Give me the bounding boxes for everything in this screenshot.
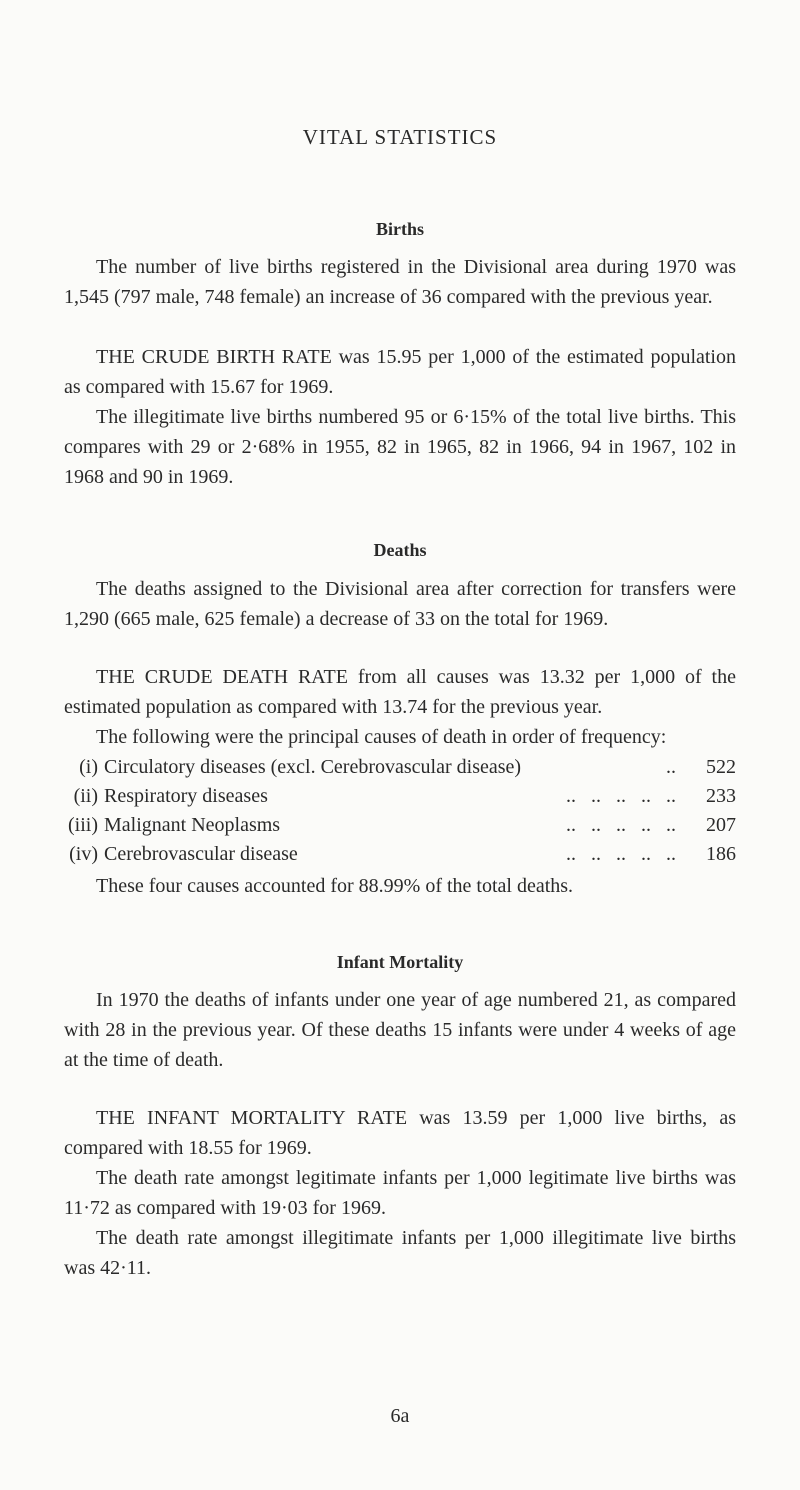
- page-title: VITAL STATISTICS: [302, 125, 498, 149]
- cause-row: [64, 782, 736, 810]
- cause-value: 207: [706, 814, 736, 836]
- cause-row: [64, 811, 736, 839]
- dot-leader: .. .. .. .. ..: [566, 785, 676, 807]
- deaths-paragraph-1: The deaths assigned to the Divisional area after correction for transfers were 1,290 (665 male, 625 female) a decrease of 33 on the total for 1969.: [64, 578, 736, 630]
- cause-row: [64, 753, 736, 781]
- causes-summary: These four causes accounted for 88.99% of the total deaths.: [96, 875, 574, 897]
- cause-value: 186: [706, 843, 736, 865]
- cause-number: (ii): [73, 785, 98, 807]
- dot-leader: .. .. .. .. ..: [566, 814, 676, 836]
- cause-number: (iii): [68, 814, 98, 836]
- infant-mortality-heading: Infant Mortality: [336, 952, 464, 972]
- cause-row: [64, 840, 736, 868]
- births-paragraph-2: THE CRUDE BIRTH RATE was 15.95 per 1,000 of the estimated population as compared with 15.67 for 1969.: [64, 346, 736, 398]
- cause-label: Cerebrovascular disease: [104, 843, 298, 865]
- births-paragraph-1: The number of live births registered in the Divisional area during 1970 was 1,545 (797 male, 748 female) an increase of 36 compared with the previous year.: [64, 256, 736, 308]
- page-number: 6a: [390, 1405, 410, 1427]
- cause-value: 233: [706, 785, 736, 807]
- deaths-paragraph-2: THE CRUDE DEATH RATE from all causes was 13.32 per 1,000 of the estimated population as compared with 13.74 for the previous year.: [64, 666, 736, 718]
- births-paragraph-3: The illegitimate live births numbered 95 or 6·15% of the total live births. This compares with 29 or 2·68% in 1955, 82 in 1965, 82 in 1966, 94 in 1967, 102 in 1968 and 90 in 1969.: [64, 406, 736, 488]
- dot-leader: ..: [666, 756, 676, 778]
- cause-number: (iv): [69, 843, 98, 865]
- infant-paragraph-2: THE INFANT MORTALITY RATE was 13.59 per 1,000 live births, as compared with 18.55 for 1969.: [64, 1107, 736, 1159]
- cause-value: 522: [706, 756, 736, 778]
- infant-paragraph-4: The death rate amongst illegitimate infants per 1,000 illegitimate live births was 42·11.: [64, 1227, 736, 1279]
- dot-leader: .. .. .. .. ..: [566, 843, 676, 865]
- infant-paragraph-1: In 1970 the deaths of infants under one year of age numbered 21, as compared with 28 in the previous year. Of these deaths 15 infants were under 4 weeks of age at the time of death.: [64, 989, 736, 1071]
- cause-number: (i): [79, 756, 98, 778]
- causes-intro: The following were the principal causes of death in order of frequency:: [96, 726, 667, 748]
- cause-label: Malignant Neoplasms: [104, 814, 281, 836]
- cause-label: Respiratory diseases: [104, 785, 268, 807]
- infant-paragraph-3: The death rate amongst legitimate infants per 1,000 legitimate live births was 11·72 as compared with 19·03 for 1969.: [64, 1167, 736, 1219]
- cause-label: Circulatory diseases (excl. Cerebrovascular disease): [104, 756, 522, 778]
- births-heading: Births: [375, 219, 424, 239]
- deaths-heading: Deaths: [373, 540, 427, 560]
